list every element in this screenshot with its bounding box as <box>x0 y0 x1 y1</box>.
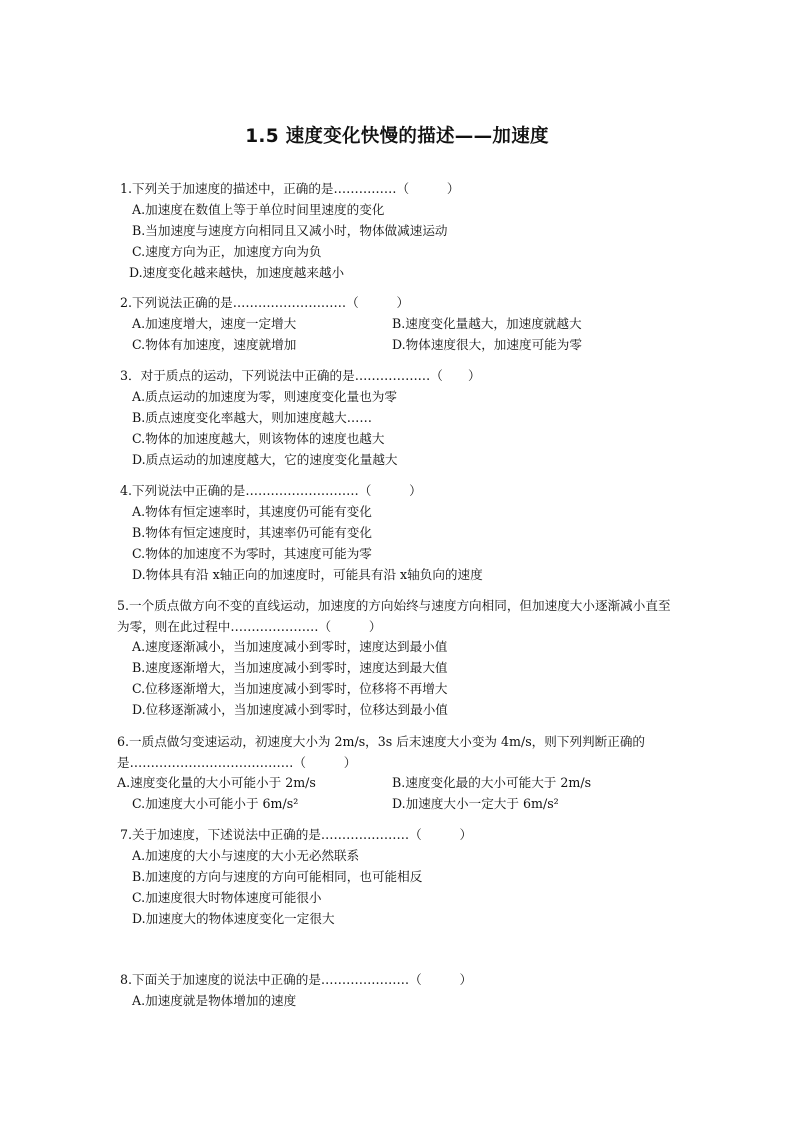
option-a: A.加速度就是物体增加的速度 <box>132 993 297 1008</box>
option-b: B.质点速度变化率越大，则加速度越大…… <box>132 410 372 425</box>
option-c: C.速度方向为正，加速度方向为负 <box>132 244 322 259</box>
option-d: D.加速度大小一定大于 6m/s² <box>392 796 559 811</box>
option-b: B.加速度的方向与速度的方向可能相同，也可能相反 <box>132 869 423 884</box>
option-a: A.加速度的大小与速度的大小无必然联系 <box>132 848 360 863</box>
question-stem: 8.下面关于加速度的说法中正确的是…………………（ ） <box>120 972 473 987</box>
option-a: A.质点运动的加速度为零，则速度变化量也为零 <box>132 389 397 404</box>
option-b: B.物体有恒定速度时，其速率仍可能有变化 <box>132 525 372 540</box>
page-title: 1.5 速度变化快慢的描述——加速度 <box>245 126 549 147</box>
option-c: C.加速度大小可能小于 6m/s² <box>132 796 299 811</box>
question-stem: 1.下列关于加速度的描述中，正确的是……………（ ） <box>120 181 460 196</box>
option-b: B.当加速度与速度方向相同且又减小时，物体做减速运动 <box>132 223 448 238</box>
option-d: D.加速度大的物体速度变化一定很大 <box>132 911 335 926</box>
question-stem: 6.一质点做匀变速运动，初速度大小为 2m/s，3s 后末速度大小变为 4m/s，则下列判断正确的是…………………………………（ ） <box>117 734 646 770</box>
option-b: B.速度变化量越大，加速度就越大 <box>392 316 582 331</box>
option-c: C.位移逐渐增大，当加速度减小到零时，位移将不再增大 <box>132 681 448 696</box>
option-a: A.物体有恒定速率时，其速度仍可能有变化 <box>132 504 372 519</box>
option-a: A.加速度增大，速度一定增大 <box>132 316 297 331</box>
option-d: D.位移逐渐减小，当加速度减小到零时，位移达到最小值 <box>132 702 448 717</box>
option-b: B.速度变化最的大小可能大于 2m/s <box>392 775 592 790</box>
option-d: D.质点运动的加速度越大，它的速度变化量越大 <box>132 452 398 467</box>
option-c: C.物体有加速度，速度就增加 <box>132 337 297 352</box>
option-a: A.加速度在数值上等于单位时间里速度的变化 <box>132 202 385 217</box>
option-c: C.物体的加速度不为零时，其速度可能为零 <box>132 546 372 561</box>
question-stem: 3．对于质点的运动，下列说法中正确的是………………（ ） <box>120 368 481 383</box>
question-stem: 2.下列说法正确的是………………………（ ） <box>120 295 410 310</box>
option-d: D.速度变化越来越快，加速度越来越小 <box>129 265 345 280</box>
option-d: D.物体速度很大，加速度可能为零 <box>392 337 582 352</box>
question-stem: 4.下列说法中正确的是………………………（ ） <box>120 483 422 498</box>
option-c: C.加速度很大时物体速度可能很小 <box>132 890 322 905</box>
option-d: D.物体具有沿 x轴正向的加速度时，可能具有沿 x轴负向的速度 <box>132 567 483 582</box>
option-a: A.速度变化量的大小可能小于 2m/s <box>117 775 316 790</box>
option-c: C.物体的加速度越大，则该物体的速度也越大 <box>132 431 385 446</box>
option-b: B.速度逐渐增大，当加速度减小到零时，速度达到最大值 <box>132 660 448 675</box>
option-a: A.速度逐渐减小，当加速度减小到零时，速度达到最小值 <box>132 639 448 654</box>
question-stem: 5.一个质点做方向不变的直线运动，加速度的方向始终与速度方向相同，但加速度大小逐渐减小直至为零，则在此过程中…………………（ ） <box>117 598 671 634</box>
question-stem: 7.关于加速度，下述说法中正确的是…………………（ ） <box>120 827 473 842</box>
